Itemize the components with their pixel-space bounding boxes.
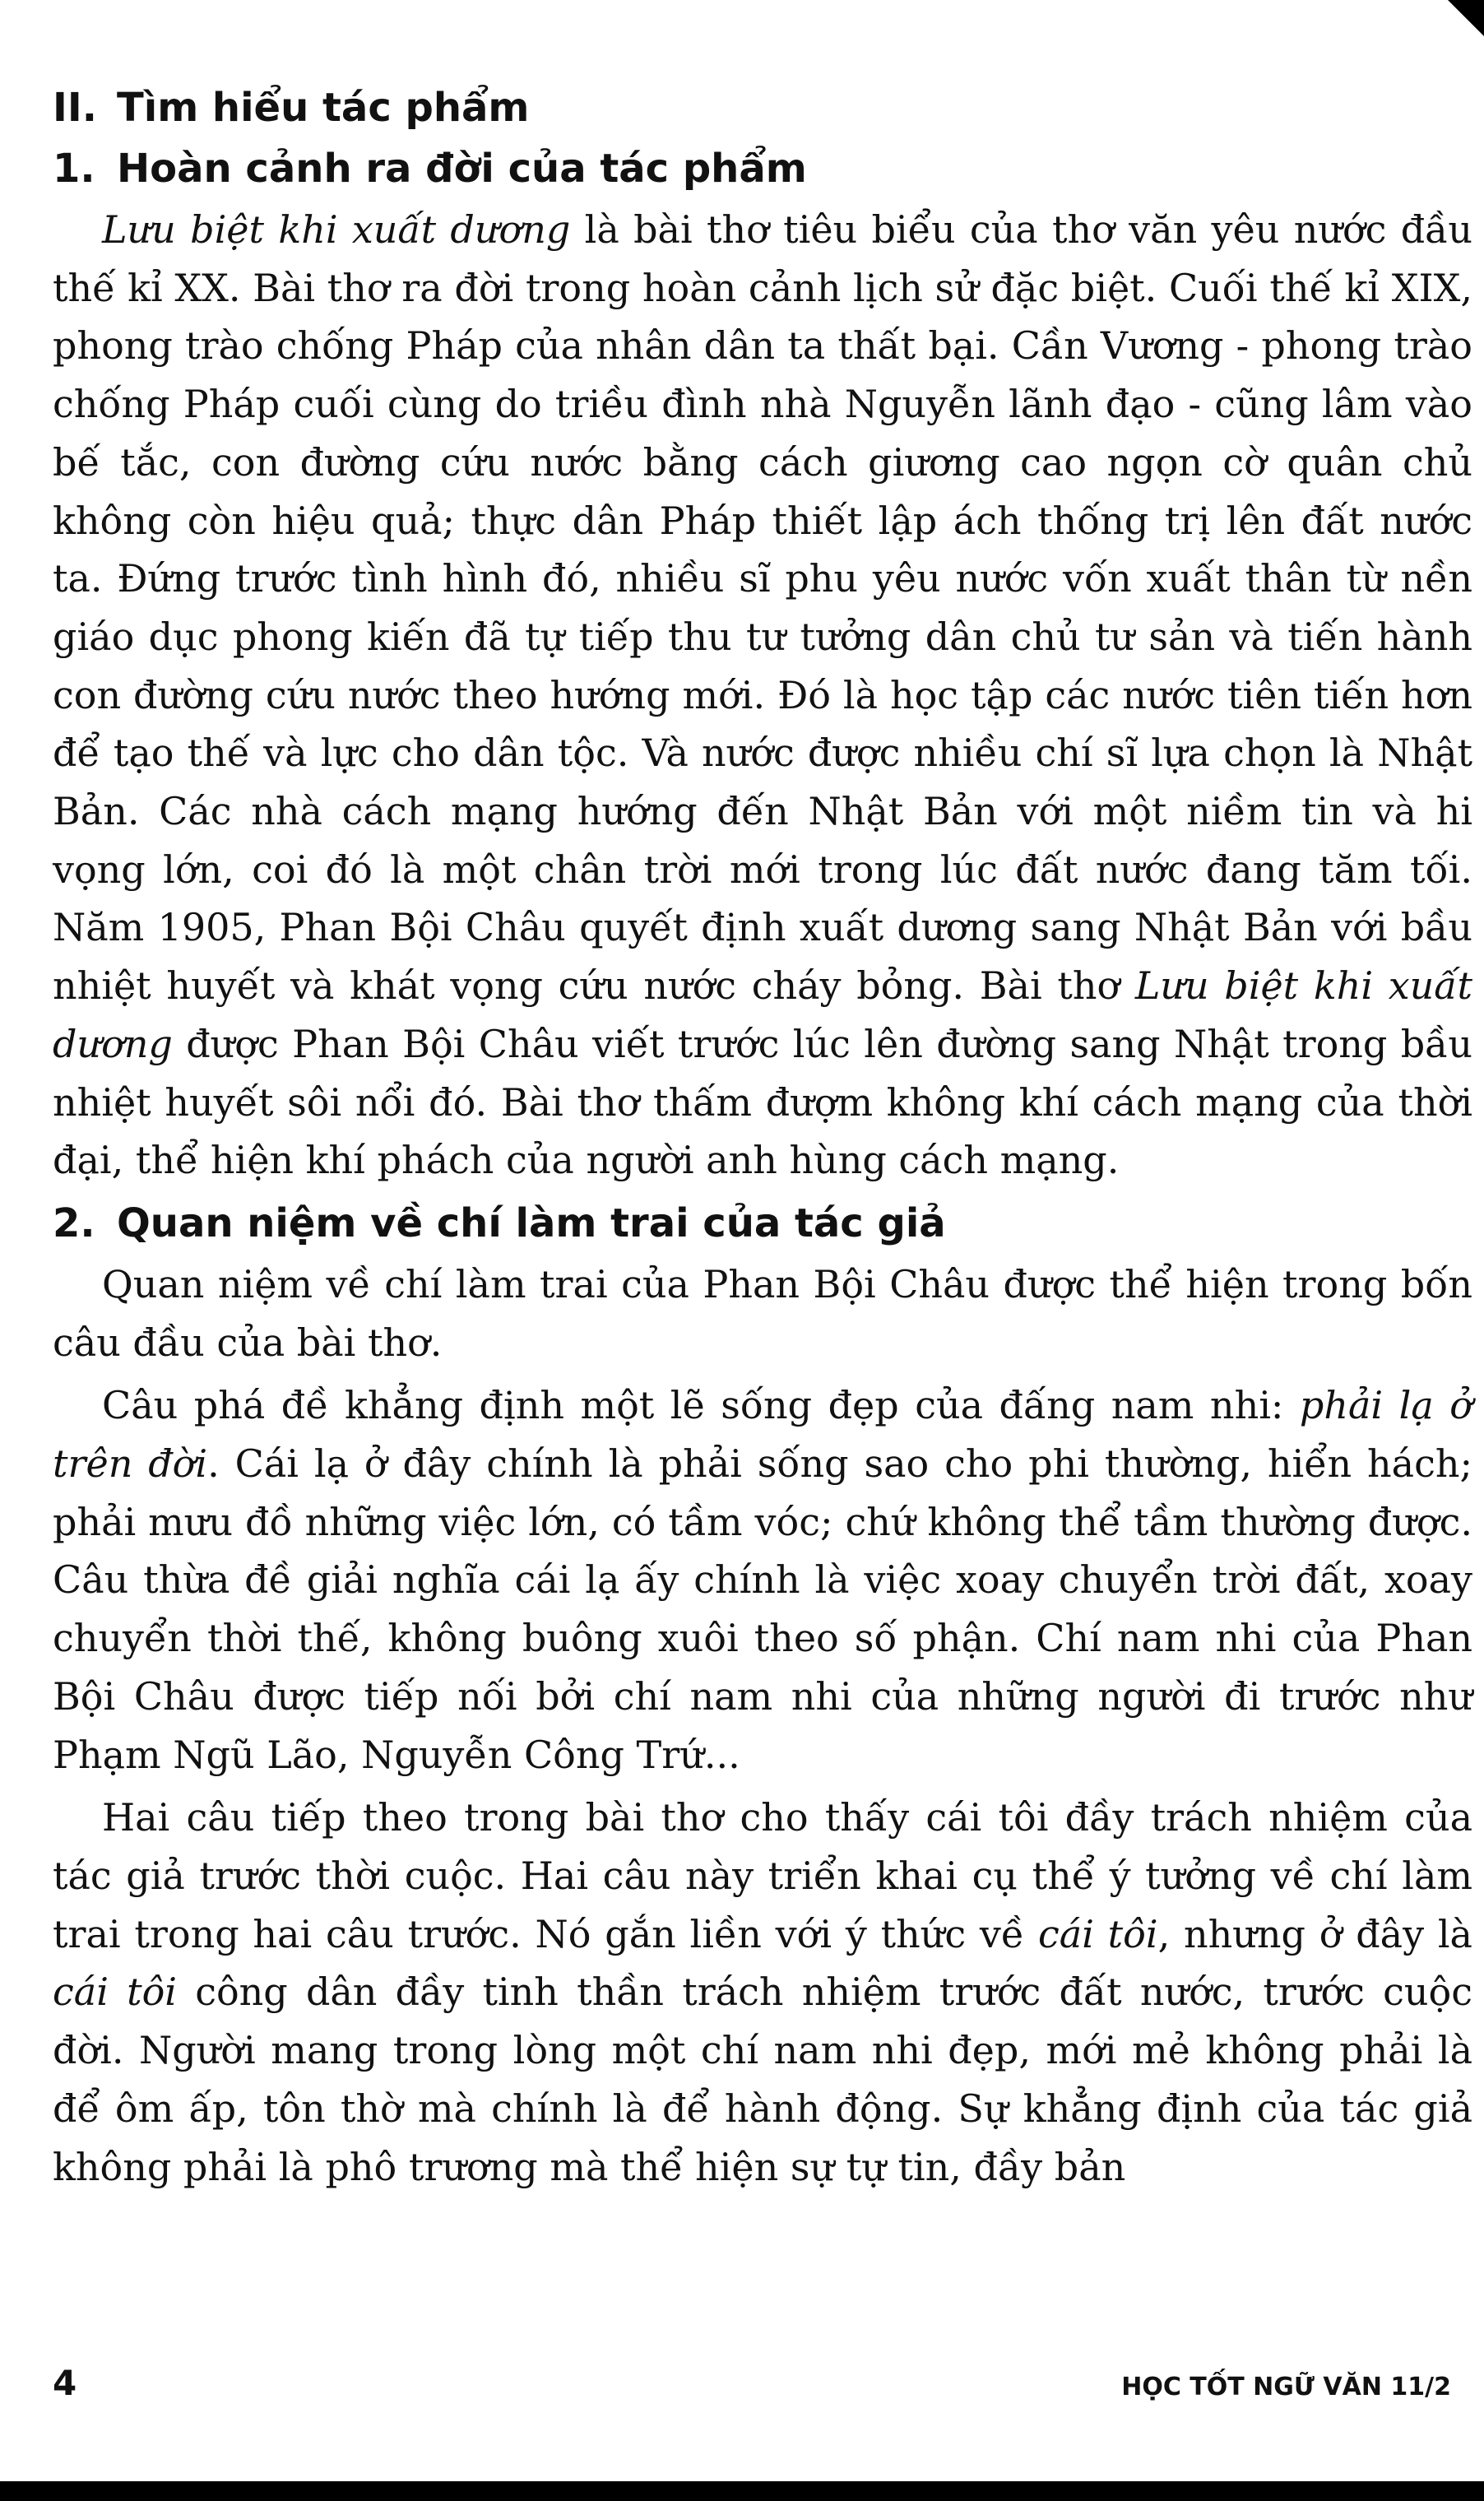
paragraph-4-text-end: công dân đầy tinh thần trách nhiệm trước đất nước, trước cuộc đời. Người mang trong lòng một chí nam nhi đẹp, mới mẻ không phải là để ôm ấp, tôn thờ mà chính là để hành động. Sự khẳng định của tác giả không phải là phô trương mà thể hiện sự tự tin, đầy bản: [53, 1970, 1472, 2189]
poem-title-italic: Lưu biệt khi xuất dương: [102, 207, 571, 252]
section-number: II.: [53, 85, 97, 131]
paragraph-1-text-end: được Phan Bội Châu viết trước lúc lên đường sang Nhật trong bầu nhiệt huyết sôi nổi đó. Bài thơ thấm đượm không khí cách mạng của thời đại, thể hiện khí phách của người anh hùng cách mạng.: [53, 1021, 1472, 1183]
paragraph-3-text-start: Câu phá đề khẳng định một lẽ sống đẹp của đấng nam nhi:: [102, 1383, 1300, 1428]
page-footer: [53, 2363, 1451, 2403]
section-heading: [53, 79, 1472, 137]
paragraph-4: [53, 1789, 1472, 2196]
subsection-1-heading: [53, 140, 1472, 197]
page-bottom-edge: [0, 2481, 1484, 2501]
subsection-1-title: Hoàn cảnh ra đời của tác phẩm: [117, 146, 807, 192]
subsection-2-number: 2.: [53, 1199, 95, 1246]
document-page: [53, 79, 1472, 2196]
subsection-2-title: Quan niệm về chí làm trai của tác giả: [117, 1199, 946, 1246]
quote-italic: phải lạ ở trên đời: [53, 1383, 1472, 1487]
paragraph-4-text-mid: , nhưng ở đây là: [1157, 1911, 1472, 1956]
paragraph-2: Quan niệm về chí làm trai của Phan Bội Châu được thể hiện trong bốn câu đầu của bài thơ.: [53, 1261, 1472, 1365]
paragraph-1: [53, 201, 1472, 1190]
paragraph-4-text-start: Hai câu tiếp theo trong bài thơ cho thấy cái tôi đầy trách nhiệm của tác giả trước thời cuộc. Hai câu này triển khai cụ thể ý tưởng về chí làm trai trong hai câu trước. Nó gắn liền với ý thức về: [53, 1795, 1472, 1956]
section-title: Tìm hiểu tác phẩm: [117, 85, 530, 131]
paragraph-1-text: là bài thơ tiêu biểu của thơ văn yêu nước đầu thế kỉ XX. Bài thơ ra đời trong hoàn cảnh lịch sử đặc biệt. Cuối thế kỉ XIX, phong trào chống Pháp của nhân dân ta thất bại. Cần Vương - phong trào chống Pháp cuối cùng do triều đình nhà Nguyễn lãnh đạo - cũng lâm vào bế tắc, con đường cứu nước bằng cách giương cao ngọn cờ quân chủ không còn hiệu quả; thực dân Pháp thiết lập ách thống trị lên đất nước ta. Đứng trước tình hình đó, nhiều sĩ phu yêu nước vốn xuất thân từ nền giáo dục phong kiến đã tự tiếp thu tư tưởng dân chủ tư sản và tiến hành con đường cứu nước theo hướng mới. Đó là học tập các nước tiên tiến hơn để tạo thế và lực cho dân tộc. Và nước được nhiều chí sĩ lựa chọn là Nhật Bản. Các nhà cách mạng hướng đến Nhật Bản với một niềm tin và hi vọng lớn, coi đó là một chân trời mới trong lúc đất nước đang tăm tối. Năm 1905, Phan Bội Châu quyết định xuất dương sang Nhật Bản với bầu nhiệt huyết và khát vọng cứu nước cháy bỏng. Bài thơ: [53, 207, 1473, 1009]
cai-toi-italic-1: cái tôi: [1038, 1911, 1158, 1956]
paragraph-3-text-end: . Cái lạ ở đây chính là phải sống sao cho phi thường, hiển hách; phải mưu đồ những việc lớn, có tầm vóc; chứ không thể tầm thường được. Câu thừa đề giải nghĩa cái lạ ấy chính là việc xoay chuyển trời đất, xoay chuyển thời thế, không buông xuôi theo số phận. Chí nam nhi của Phan Bội Châu được tiếp nối bởi chí nam nhi của những người đi trước như Phạm Ngũ Lão, Nguyễn Công Trứ...: [53, 1441, 1472, 1777]
paragraph-3: [53, 1376, 1472, 1784]
page-corner-mark: [1448, 0, 1484, 36]
subsection-1-number: 1.: [53, 146, 95, 192]
book-title: HỌC TỐT NGỮ VĂN 11/2: [1121, 2373, 1451, 2401]
page-number: 4: [53, 2363, 77, 2403]
poem-title-italic-2: Lưu biệt khi xuất dương: [53, 963, 1472, 1066]
subsection-2-heading: [53, 1195, 1472, 1252]
cai-toi-italic-2: cái tôi: [53, 1970, 177, 2015]
